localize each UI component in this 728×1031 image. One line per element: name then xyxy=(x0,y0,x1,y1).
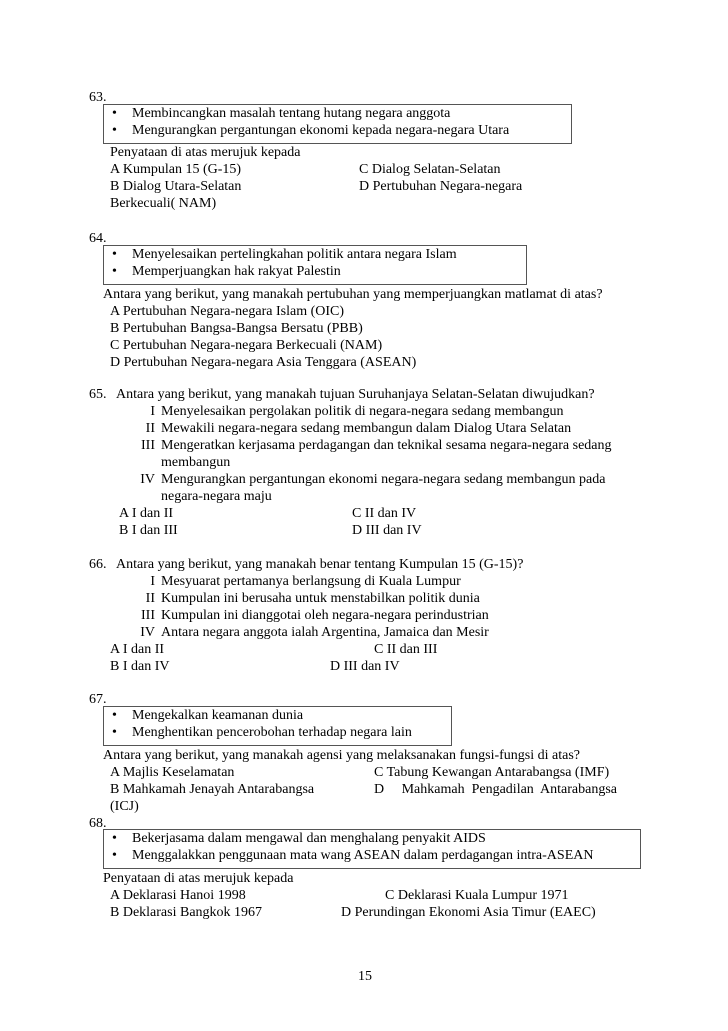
bullet-icon: • xyxy=(112,264,117,279)
q63-bullet-1: • Membincangkan masalah tentang hutang negara anggota xyxy=(112,106,451,121)
q63-option-b[interactable]: B Dialog Utara-Selatan xyxy=(110,179,242,194)
q64-statement-box xyxy=(103,245,527,285)
q67-option-a[interactable]: A Majlis Keselamatan xyxy=(110,765,235,780)
q65-item-iii: III Mengeratkan kerjasama perdagangan dan teknikal sesama negara-negara sedang xyxy=(141,438,612,453)
q65-number: 65. xyxy=(89,387,107,402)
q63-stem: Penyataan di atas merujuk kepada xyxy=(110,145,301,160)
q66-option-c[interactable]: C II dan III xyxy=(374,642,438,657)
q68-option-b[interactable]: B Deklarasi Bangkok 1967 xyxy=(110,905,263,920)
q66-option-d[interactable]: D III dan IV xyxy=(330,659,400,674)
q67-stem: Antara yang berikut, yang manakah agensi yang melaksanakan fungsi-fungsi di atas? xyxy=(103,748,581,763)
bullet-icon: • xyxy=(112,106,117,121)
q68-option-c[interactable]: C Deklarasi Kuala Lumpur 1971 xyxy=(385,888,569,903)
q65-item-iv-continued: negara-negara maju xyxy=(161,489,272,504)
q66-item-ii: II Kumpulan ini berusaha untuk menstabilkan politik dunia xyxy=(145,591,480,606)
bullet-icon: • xyxy=(112,123,117,138)
q66-option-b[interactable]: B I dan IV xyxy=(110,659,170,674)
bullet-icon: • xyxy=(112,831,117,846)
bullet-icon: • xyxy=(112,848,117,863)
q64-option-b[interactable]: B Pertubuhan Bangsa-Bangsa Bersatu (PBB) xyxy=(110,321,363,336)
q67-option-c[interactable]: C Tabung Kewangan Antarabangsa (IMF) xyxy=(374,765,610,780)
q68-bullet-2: • Menggalakkan penggunaan mata wang ASEAN dalam perdagangan intra-ASEAN xyxy=(112,848,594,863)
q64-option-d[interactable]: D Pertubuhan Negara-negara Asia Tenggara (ASEAN) xyxy=(110,355,417,370)
q67-option-d-continued: (ICJ) xyxy=(110,799,139,814)
q65-item-iii-continued: membangun xyxy=(161,455,231,470)
q65-option-d[interactable]: D III dan IV xyxy=(352,523,422,538)
q63-bullet-2: • Mengurangkan pergantungan ekonomi kepada negara-negara Utara xyxy=(112,123,510,138)
q63-option-c[interactable]: C Dialog Selatan-Selatan xyxy=(359,162,501,177)
q65-option-a[interactable]: A I dan II xyxy=(119,506,174,521)
q64-number: 64. xyxy=(89,231,107,246)
q66-option-a[interactable]: A I dan II xyxy=(110,642,165,657)
q68-number: 68. xyxy=(89,816,107,831)
q64-bullet-1: • Menyelesaikan pertelingkahan politik antara negara Islam xyxy=(112,247,457,262)
q65-item-i: I Menyelesaikan pergolakan politik di negara-negara sedang membangun xyxy=(150,404,564,419)
q67-statement-box xyxy=(103,706,452,746)
q65-option-c[interactable]: C II dan IV xyxy=(352,506,417,521)
q66-stem: Antara yang berikut, yang manakah benar tentang Kumpulan 15 (G-15)? xyxy=(116,557,524,572)
q66-number: 66. xyxy=(89,557,107,572)
q65-item-ii: II Mewakili negara-negara sedang membangun dalam Dialog Utara Selatan xyxy=(145,421,572,436)
bullet-icon: • xyxy=(112,725,117,740)
q64-bullet-2: • Memperjuangkan hak rakyat Palestin xyxy=(112,264,341,279)
q63-option-d[interactable]: D Pertubuhan Negara-negara xyxy=(359,179,523,194)
bullet-icon: • xyxy=(112,247,117,262)
q68-statement-box xyxy=(103,829,641,869)
q67-bullet-2: • Menghentikan pencerobohan terhadap negara lain xyxy=(112,725,412,740)
q67-option-b[interactable]: B Mahkamah Jenayah Antarabangsa xyxy=(110,782,315,797)
page-number: 15 xyxy=(358,969,372,984)
q67-bullet-1: • Mengekalkan keamanan dunia xyxy=(112,708,304,723)
q66-item-iii: III Kumpulan ini dianggotai oleh negara-negara perindustrian xyxy=(141,608,489,623)
q63-statement-box xyxy=(103,104,572,144)
q65-stem: Antara yang berikut, yang manakah tujuan Suruhanjaya Selatan-Selatan diwujudkan? xyxy=(116,387,595,402)
q66-item-i: I Mesyuarat pertamanya berlangsung di Kuala Lumpur xyxy=(150,574,461,589)
q67-option-d[interactable]: D Mahkamah Pengadilan Antarabangsa xyxy=(374,782,617,797)
q65-option-b[interactable]: B I dan III xyxy=(119,523,178,538)
q64-stem: Antara yang berikut, yang manakah pertubuhan yang memperjuangkan matlamat di atas? xyxy=(103,287,603,302)
q68-stem: Penyataan di atas merujuk kepada xyxy=(103,871,294,886)
q64-option-a[interactable]: A Pertubuhan Negara-negara Islam (OIC) xyxy=(110,304,345,319)
q68-option-d[interactable]: D Perundingan Ekonomi Asia Timur (EAEC) xyxy=(341,905,596,920)
q63-number: 63. xyxy=(89,90,107,105)
q68-option-a[interactable]: A Deklarasi Hanoi 1998 xyxy=(110,888,246,903)
q63-option-d-continued: Berkecuali( NAM) xyxy=(110,196,217,211)
q66-item-iv: IV Antara negara anggota ialah Argentina, Jamaica dan Mesir xyxy=(140,625,489,640)
q67-number: 67. xyxy=(89,692,107,707)
q65-item-iv: IV Mengurangkan pergantungan ekonomi negara-negara sedang membangun pada xyxy=(140,472,606,487)
q68-bullet-1: • Bekerjasama dalam mengawal dan menghalang penyakit AIDS xyxy=(112,831,486,846)
q63-option-a[interactable]: A Kumpulan 15 (G-15) xyxy=(110,162,242,177)
bullet-icon: • xyxy=(112,708,117,723)
q64-option-c[interactable]: C Pertubuhan Negara-negara Berkecuali (NAM) xyxy=(110,338,383,353)
